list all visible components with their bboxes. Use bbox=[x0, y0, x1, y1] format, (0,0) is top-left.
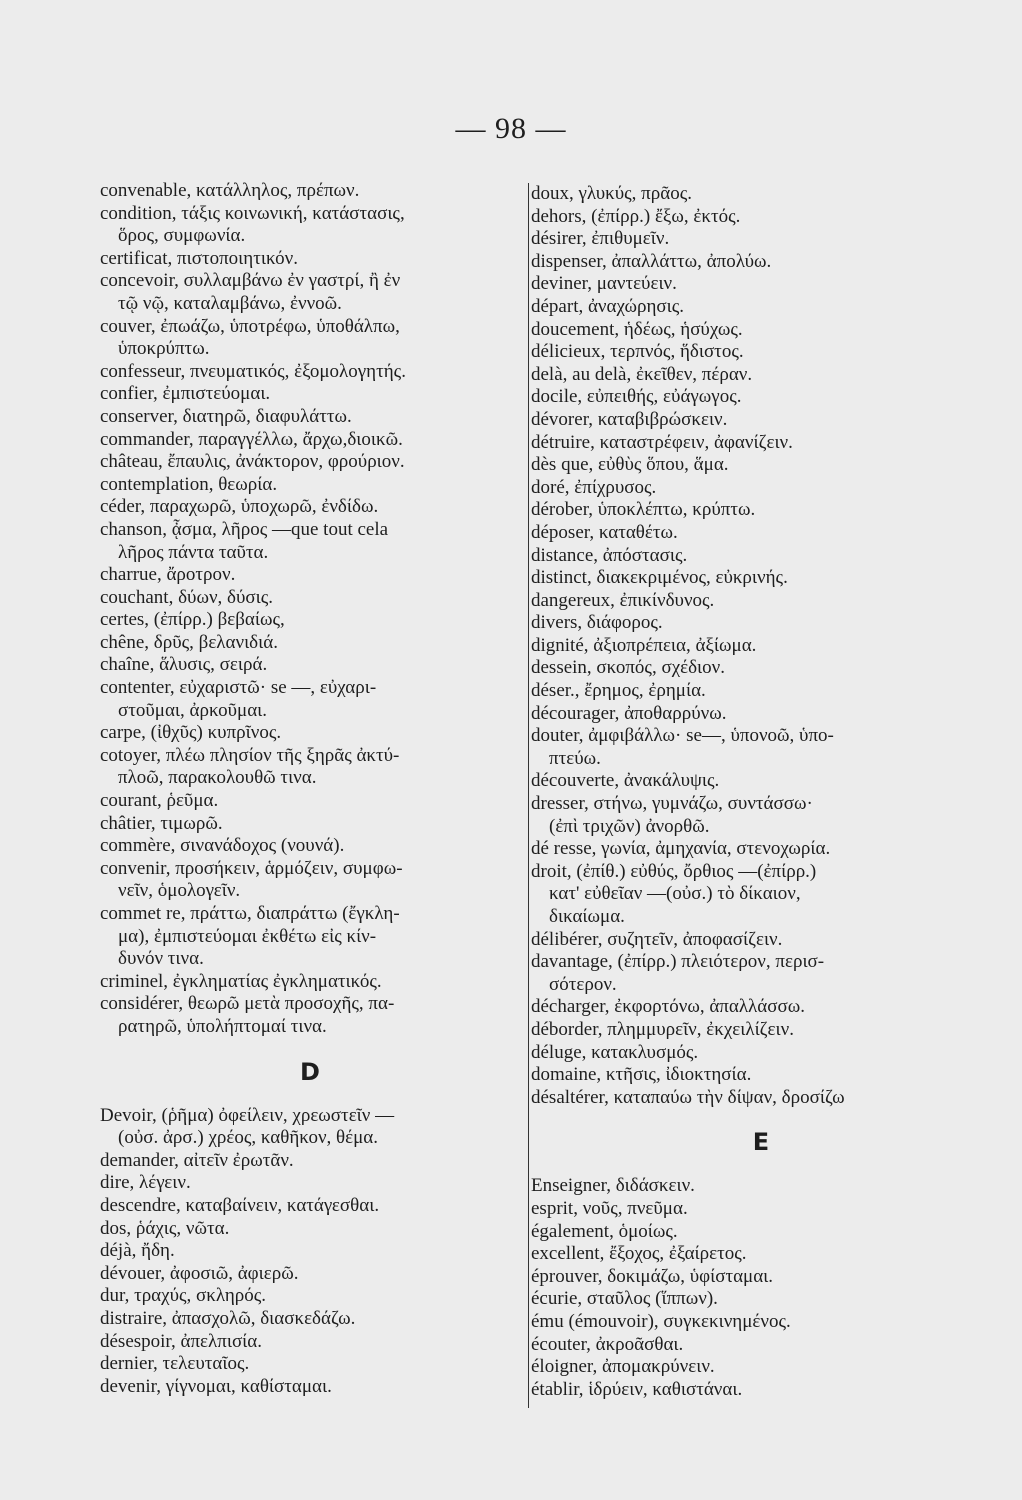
dictionary-entry bbox=[531, 1221, 991, 1244]
dictionary-entry bbox=[531, 386, 991, 409]
entry-line: chanson, ᾆσμα, λῆρος —que tout cela bbox=[100, 518, 389, 540]
entry-line: doré, ἐπίχρυσος. bbox=[531, 476, 657, 498]
dictionary-entry bbox=[531, 1087, 991, 1110]
dictionary-entry bbox=[531, 612, 991, 635]
dictionary-entry bbox=[531, 251, 991, 274]
dictionary-entry bbox=[100, 1353, 520, 1376]
entry-continuation: μα), ἐμπιστεύομαι ἐκθέτω εἰς κίν- bbox=[118, 925, 377, 947]
dictionary-entry bbox=[531, 1064, 991, 1087]
entry-line: certes, (ἐπίρρ.) βεβαίως, bbox=[100, 609, 285, 631]
dictionary-entry bbox=[100, 1263, 520, 1286]
dictionary-entry bbox=[100, 519, 520, 564]
dictionary-entry bbox=[100, 790, 520, 813]
dictionary-entry bbox=[100, 203, 520, 248]
entry-line: céder, παραχωρῶ, ὑποχωρῶ, ἐνδίδω. bbox=[100, 496, 379, 518]
dictionary-entry bbox=[531, 183, 991, 206]
dictionary-entry bbox=[100, 677, 520, 722]
dictionary-entry bbox=[531, 657, 991, 680]
entry-line: Devoir, (ῥῆμα) ὀφείλειν, χρεωστεῖν — bbox=[100, 1104, 395, 1126]
entry-line: dessein, σκοπός, σχέδιον. bbox=[531, 657, 726, 679]
dictionary-entry bbox=[100, 609, 520, 632]
entries-d-list-continued bbox=[531, 183, 991, 1109]
dictionary-entry bbox=[531, 1266, 991, 1289]
dictionary-entry bbox=[100, 316, 520, 361]
dictionary-entry bbox=[100, 496, 520, 519]
entry-line: dispenser, ἀπαλλάττω, ἀπολύω. bbox=[531, 250, 772, 272]
dictionary-entry bbox=[531, 996, 991, 1019]
dictionary-entry bbox=[100, 270, 520, 315]
entry-line: établir, ἱδρύειν, καθιστάναι. bbox=[531, 1378, 743, 1400]
dictionary-entry bbox=[100, 564, 520, 587]
dictionary-entry bbox=[531, 364, 991, 387]
right-column bbox=[528, 183, 991, 1408]
entry-line: confesseur, πνευματικός, ἐξομολογητής. bbox=[100, 360, 406, 382]
entry-line: dresser, στήνω, γυμνάζω, συντάσσω· bbox=[531, 793, 813, 815]
dictionary-entry bbox=[531, 296, 991, 319]
dictionary-entry bbox=[100, 587, 520, 610]
entry-line: chaîne, ἅλυσις, σειρά. bbox=[100, 654, 268, 676]
dictionary-entry bbox=[531, 567, 991, 590]
dictionary-entry bbox=[100, 1195, 520, 1218]
entry-line: détruire, καταστρέφειν, ἀφανίζειν. bbox=[531, 431, 793, 453]
dictionary-entry bbox=[531, 1243, 991, 1266]
entry-line: châtier, τιμωρῶ. bbox=[100, 812, 223, 834]
dictionary-entry bbox=[531, 1288, 991, 1311]
entry-continuation: ὅρος, συμφωνία. bbox=[118, 225, 246, 247]
left-column bbox=[100, 180, 520, 1440]
entry-line: Enseigner, διδάσκειν. bbox=[531, 1175, 695, 1197]
dictionary-entry bbox=[100, 1150, 520, 1173]
entry-line: commander, παραγγέλλω, ἄρχω,διοικῶ. bbox=[100, 428, 403, 450]
entry-line: également, ὁμοίως. bbox=[531, 1220, 678, 1242]
dictionary-entry bbox=[531, 228, 991, 251]
dictionary-entry bbox=[100, 383, 520, 406]
dictionary-entry bbox=[531, 1379, 991, 1402]
entry-line: domaine, κτῆσις, ἰδιοκτησία. bbox=[531, 1064, 752, 1086]
entry-line: distraire, ἀπασχολῶ, διασκεδάζω. bbox=[100, 1307, 356, 1329]
entry-continuation: πλοῶ, παρακολουθῶ τινα. bbox=[118, 767, 317, 789]
dictionary-entry bbox=[531, 1175, 991, 1198]
dictionary-entry bbox=[100, 1105, 520, 1150]
entry-line: commet re, πράττω, διαπράττω (ἔγκλη- bbox=[100, 903, 400, 924]
entry-line: écurie, σταῦλος (ἵππων). bbox=[531, 1288, 718, 1310]
entry-line: couver, ἐπωάζω, ὑποτρέφω, ὑποθάλπω, bbox=[100, 315, 400, 337]
dictionary-entry bbox=[100, 406, 520, 429]
entry-line: dévorer, καταβιβρώσκειν. bbox=[531, 408, 728, 430]
entry-continuation: ρατηρῶ, ὑπολήπτομαί τινα. bbox=[118, 1015, 327, 1037]
entry-line: demander, αἰτεῖν ἐρωτᾶν. bbox=[100, 1149, 294, 1171]
entry-line: décourager, ἀποθαρρύνω. bbox=[531, 702, 727, 724]
dictionary-entry bbox=[100, 903, 520, 948]
entry-line: doux, γλυκύς, πρᾶος. bbox=[531, 183, 692, 204]
entry-line: désespoir, ἀπελπισία. bbox=[100, 1330, 263, 1352]
dictionary-entry bbox=[100, 993, 520, 1038]
dictionary-entry bbox=[100, 1172, 520, 1195]
entry-line: décharger, ἐκφορτόνω, ἀπαλλάσσω. bbox=[531, 996, 805, 1018]
entry-line: esprit, νοῦς, πνεῦμα. bbox=[531, 1197, 688, 1219]
entry-continuation: στοῦμαι, ἀρκοῦμαι. bbox=[118, 699, 268, 721]
entry-line: docile, εὐπειθής, εὐάγωγος. bbox=[531, 386, 742, 408]
dictionary-entry bbox=[531, 793, 991, 838]
entry-line: contemplation, θεωρία. bbox=[100, 473, 278, 495]
entries-c-list bbox=[100, 180, 520, 1039]
dictionary-entry bbox=[531, 590, 991, 613]
entry-line: cotoyer, πλέω πλησίον τῆς ξηρᾶς ἀκτύ- bbox=[100, 744, 400, 766]
dictionary-entry bbox=[531, 770, 991, 793]
dictionary-entry bbox=[100, 474, 520, 497]
entries-d-list bbox=[100, 1105, 520, 1399]
dictionary-entry bbox=[100, 745, 520, 790]
dictionary-entry bbox=[531, 319, 991, 342]
entry-continuation: λῆρος πάντα ταῦτα. bbox=[118, 541, 269, 563]
dictionary-entry bbox=[100, 1331, 520, 1354]
dictionary-entry bbox=[531, 545, 991, 568]
dictionary-entry bbox=[531, 522, 991, 545]
entry-line: départ, ἀναχώρησις. bbox=[531, 295, 685, 317]
entry-line: dignité, ἀξιοπρέπεια, ἀξίωμα. bbox=[531, 634, 757, 656]
entry-line: deviner, μαντεύειν. bbox=[531, 273, 677, 295]
dictionary-entry bbox=[100, 813, 520, 836]
dictionary-entry bbox=[531, 477, 991, 500]
dictionary-entry bbox=[531, 680, 991, 703]
entry-line: carpe, (ἰθχῦς) κυπρῖνος. bbox=[100, 722, 282, 744]
entry-line: déjà, ἤδη. bbox=[100, 1240, 175, 1262]
entry-line: chêne, δρῦς, βελανιδιά. bbox=[100, 631, 278, 653]
entry-line: dé resse, γωνία, ἀμηχανία, στενοχωρία. bbox=[531, 838, 831, 860]
entry-line: déluge, κατακλυσμός. bbox=[531, 1041, 699, 1063]
entry-line: dur, τραχύς, σκληρός. bbox=[100, 1285, 267, 1307]
dictionary-entry bbox=[531, 1019, 991, 1042]
dictionary-entry bbox=[100, 835, 520, 858]
section-letter-d: D bbox=[300, 1057, 320, 1086]
entry-line: certificat, πιστοποιητικόν. bbox=[100, 247, 298, 269]
entry-line: dernier, τελευταῖος. bbox=[100, 1353, 250, 1375]
entry-line: désaltérer, καταπαύω τὴν δίψαν, δροσίζω bbox=[531, 1086, 845, 1108]
dictionary-entry bbox=[531, 1198, 991, 1221]
dictionary-entry bbox=[100, 1376, 520, 1399]
dictionary-entry bbox=[100, 180, 520, 203]
entry-line: courant, ῥεῦμα. bbox=[100, 790, 219, 812]
entry-line: charrue, ἄροτρον. bbox=[100, 564, 236, 586]
entry-line: déborder, πλημμυρεῖν, ἐκχειλίζειν. bbox=[531, 1018, 794, 1040]
entry-continuation: σότερον. bbox=[549, 973, 617, 995]
entry-continuation: νεῖν, ὁμολογεῖν. bbox=[118, 880, 241, 902]
entry-continuation: πτεύω. bbox=[549, 747, 601, 769]
entry-line: déser., ἔρημος, ἐρημία. bbox=[531, 680, 706, 702]
dictionary-entry bbox=[531, 273, 991, 296]
entry-line: descendre, καταβαίνειν, κατάγεσθαι. bbox=[100, 1194, 380, 1216]
entry-line: éloigner, ἀπομακρύνειν. bbox=[531, 1356, 715, 1378]
entry-line: convenir, προσήκειν, ἁρμόζειν, συμφω- bbox=[100, 857, 403, 879]
entry-line: droit, (ἐπίθ.) εὐθύς, ὄρθιος —(ἐπίρρ.) bbox=[531, 860, 817, 882]
dictionary-entry bbox=[100, 429, 520, 452]
entry-line: délibérer, συζητεῖν, ἀποφασίζειν. bbox=[531, 928, 783, 950]
dictionary-entry bbox=[531, 635, 991, 658]
entry-line: distance, ἀπόστασις. bbox=[531, 544, 688, 566]
entry-line: commère, σινανάδοχος (νουνά). bbox=[100, 835, 345, 857]
dictionary-entry bbox=[100, 1240, 520, 1263]
dictionary-entry bbox=[531, 409, 991, 432]
dictionary-entry bbox=[100, 1308, 520, 1331]
entries-e-list bbox=[531, 1175, 991, 1401]
dictionary-entry bbox=[531, 1042, 991, 1065]
entry-continuation: (οὐσ. ἀρσ.) χρέος, καθῆκον, θέμα. bbox=[118, 1127, 379, 1149]
dictionary-entry bbox=[531, 1311, 991, 1334]
entry-line: château, ἔπαυλις, ἀνάκτορον, φρούριον. bbox=[100, 451, 405, 473]
dictionary-entry bbox=[100, 654, 520, 677]
entry-continuation: ὑποκρύπτω. bbox=[118, 338, 210, 360]
entry-line: découverte, ἀνακάλυψις. bbox=[531, 770, 720, 792]
entry-line: contenter, εὐχαριστῶ· se —, εὐχαρι- bbox=[100, 677, 377, 699]
entry-continuation: δυνόν τινα. bbox=[118, 948, 204, 970]
entry-line: condition, τάξις κοινωνική, κατάστασις, bbox=[100, 202, 405, 224]
entry-line: délicieux, τερπνός, ἥδιστος. bbox=[531, 341, 744, 363]
entry-line: couchant, δύων, δύσις. bbox=[100, 586, 274, 608]
dictionary-entry bbox=[531, 1334, 991, 1357]
entry-line: déposer, καταθέτω. bbox=[531, 521, 678, 543]
dictionary-entry bbox=[100, 1218, 520, 1241]
dictionary-entry bbox=[531, 499, 991, 522]
entry-continuation: τῷ νῷ, καταλαμβάνω, ἐννοῶ. bbox=[118, 292, 342, 314]
dictionary-entry bbox=[531, 725, 991, 770]
entry-line: divers, διάφορος. bbox=[531, 612, 663, 634]
entry-line: considérer, θεωρῶ μετὰ προσοχῆς, πα- bbox=[100, 993, 395, 1015]
entry-line: confier, ἐμπιστεύομαι. bbox=[100, 383, 271, 405]
entry-continuation: κατ' εὐθεῖαν —(οὐσ.) τὸ δίκαιον, bbox=[549, 883, 801, 905]
dictionary-entry bbox=[531, 838, 991, 861]
dictionary-entry bbox=[531, 1356, 991, 1379]
entry-line: devenir, γίγνομαι, καθίσταμαι. bbox=[100, 1375, 332, 1397]
entry-line: dos, ῥάχις, νῶτα. bbox=[100, 1217, 230, 1239]
entry-line: dès que, εὐθὺς ὅπου, ἅμα. bbox=[531, 454, 729, 476]
entry-line: distinct, διακεκριμένος, εὐκρινής. bbox=[531, 567, 788, 589]
entry-line: doucement, ἡδέως, ἡσύχως. bbox=[531, 318, 743, 340]
dictionary-entry bbox=[531, 432, 991, 455]
entry-line: davantage, (ἐπίρρ.) πλειότερον, περισ- bbox=[531, 951, 825, 973]
entry-continuation: δικαίωμα. bbox=[549, 906, 625, 927]
entry-line: écouter, ἀκροᾶσθαι. bbox=[531, 1333, 684, 1355]
dictionary-entry bbox=[531, 861, 991, 906]
entry-line: dehors, (ἐπίρρ.) ἔξω, ἐκτός. bbox=[531, 205, 741, 227]
entry-line: concevoir, συλλαμβάνω ἐν γαστρί, ἢ ἐν bbox=[100, 270, 401, 292]
entry-line: criminel, ἐγκληματίας ἐγκληματικός. bbox=[100, 970, 382, 992]
entry-line: excellent, ἔξοχος, ἐξαίρετος. bbox=[531, 1243, 747, 1265]
dictionary-entry bbox=[531, 341, 991, 364]
dictionary-entry bbox=[531, 906, 991, 929]
entry-line: convenable, κατάλληλος, πρέπων. bbox=[100, 180, 360, 201]
dictionary-entry bbox=[531, 951, 991, 996]
dictionary-entry bbox=[100, 1285, 520, 1308]
dictionary-entry bbox=[100, 858, 520, 903]
entry-line: douter, ἀμφιβάλλω· se—, ὑπονοῶ, ὑπο- bbox=[531, 725, 834, 747]
dictionary-entry bbox=[531, 703, 991, 726]
dictionary-entry bbox=[100, 948, 520, 971]
dictionary-entry bbox=[100, 632, 520, 655]
dictionary-entry bbox=[100, 361, 520, 384]
dictionary-entry bbox=[531, 929, 991, 952]
entry-line: ému (émouvoir), συγκεκινημένος. bbox=[531, 1310, 791, 1332]
entry-line: dire, λέγειν. bbox=[100, 1172, 191, 1194]
entry-line: delà, au delà, ἐκεῖθεν, πέραν. bbox=[531, 363, 753, 385]
entry-line: conserver, διατηρῶ, διαφυλάττω. bbox=[100, 405, 352, 427]
entry-line: désirer, ἐπιθυμεῖν. bbox=[531, 228, 670, 250]
section-letter-e: E bbox=[752, 1128, 770, 1157]
page-number: — 98 — bbox=[455, 112, 567, 145]
dictionary-entry bbox=[531, 206, 991, 229]
entry-continuation: (ἐπὶ τριχῶν) ἀνορθῶ. bbox=[549, 815, 710, 837]
entry-line: éprouver, δοκιμάζω, ὑφίσταμαι. bbox=[531, 1265, 774, 1287]
entry-line: dévouer, ἀφοσιῶ, ἀφιερῶ. bbox=[100, 1262, 299, 1284]
dictionary-entry bbox=[100, 451, 520, 474]
dictionary-entry bbox=[100, 722, 520, 745]
dictionary-entry bbox=[100, 248, 520, 271]
entry-line: dérober, ὑποκλέπτω, κρύπτω. bbox=[531, 499, 756, 521]
entry-line: dangereux, ἐπικίνδυνος. bbox=[531, 589, 715, 611]
dictionary-entry bbox=[100, 971, 520, 994]
dictionary-entry bbox=[531, 454, 991, 477]
